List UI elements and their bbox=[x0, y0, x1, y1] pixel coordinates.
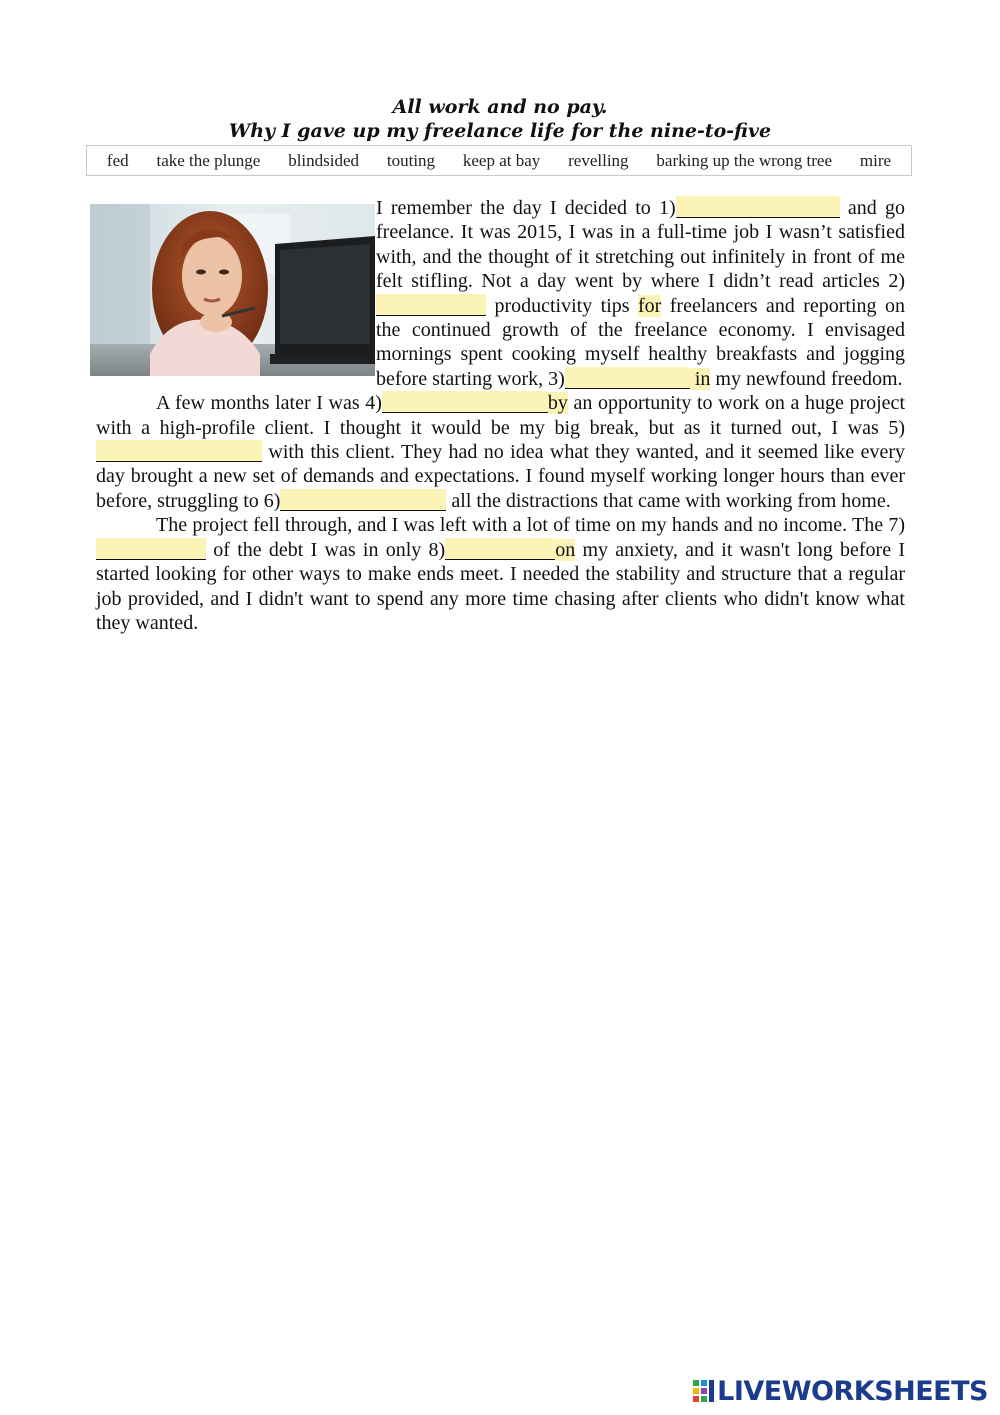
passage-text: with this client. They had no idea what they wanted, and it seemed like every day brought a new set of demands and expectations. I found myself working longer hours than ever before, struggling to 6) bbox=[96, 441, 905, 512]
paragraph-2 bbox=[96, 391, 905, 513]
answer-blank-3[interactable] bbox=[565, 367, 690, 389]
passage-text: freelancers and reporting on the continued growth of the freelance economy. I envisaged mornings spent cooking myself healthy breakfasts and jogging before starting work, 3) bbox=[376, 294, 905, 390]
passage-text: my newfound freedom. bbox=[710, 367, 903, 390]
answer-blank-4[interactable] bbox=[382, 391, 548, 413]
passage-text: productivity tips bbox=[494, 294, 638, 317]
word-bank bbox=[86, 145, 912, 176]
liveworksheets-logo-icon bbox=[693, 1378, 715, 1404]
preposition-highlight: by bbox=[547, 392, 568, 415]
answer-blank-5[interactable] bbox=[96, 440, 262, 462]
passage-text: of the debt I was in only 8) bbox=[206, 538, 446, 561]
word-bank-item: barking up the wrong tree bbox=[656, 150, 833, 170]
logo-text: LIVEWORKSHEETS bbox=[717, 1375, 988, 1407]
preposition-highlight: for bbox=[638, 294, 662, 317]
passage-text: I remember the day I decided to 1) bbox=[376, 197, 676, 219]
passage-text: all the distractions that came with working from home. bbox=[446, 489, 891, 512]
title-line-2: Why I gave up my freelance life for the nine-to-five bbox=[228, 120, 772, 142]
word-bank-item: touting bbox=[386, 150, 436, 170]
word-bank-item: fed bbox=[106, 150, 129, 170]
answer-blank-2[interactable] bbox=[376, 294, 486, 316]
answer-blank-8[interactable] bbox=[445, 538, 555, 560]
word-bank-item: take the plunge bbox=[156, 150, 261, 170]
image-wrap-spacer bbox=[96, 196, 376, 391]
word-bank-item: blindsided bbox=[288, 150, 360, 170]
liveworksheets-logo[interactable] bbox=[693, 1374, 988, 1408]
word-bank-item: keep at bay bbox=[462, 150, 541, 170]
passage-text: an opportunity to work on a huge project with a high-profile client. I thought it would be my big break, but as it turned out, I was 5) bbox=[96, 392, 905, 439]
passage bbox=[96, 196, 905, 635]
title-line-1: All work and no pay. bbox=[392, 96, 608, 118]
preposition-highlight: on bbox=[555, 538, 576, 561]
answer-blank-1[interactable] bbox=[676, 196, 840, 218]
word-bank-item: revelling bbox=[568, 150, 629, 170]
paragraph-3 bbox=[96, 513, 905, 635]
passage-text: A few months later I was 4) bbox=[156, 392, 382, 415]
preposition-highlight: in bbox=[689, 367, 711, 390]
answer-blank-6[interactable] bbox=[280, 489, 446, 511]
answer-blank-7[interactable] bbox=[96, 538, 206, 560]
passage-text: The project fell through, and I was left with a lot of time on my hands and no income. The 7) bbox=[156, 514, 905, 537]
word-bank-item: mire bbox=[859, 150, 892, 170]
passage-text: and go freelance. It was 2015, I was in a full-time job I wasn’t satisfied with, and the thought of it stretching out infinitely in front of me felt stifling. Not a day went by where I didn’t read articles 2) bbox=[376, 197, 905, 293]
passage-text: my anxiety, and it wasn't long before I started looking for other ways to make ends meet. I needed the stability and structure that a regular job provided, and I didn't want to spend any more time chasing after clients who didn't know what they wanted. bbox=[96, 538, 905, 634]
